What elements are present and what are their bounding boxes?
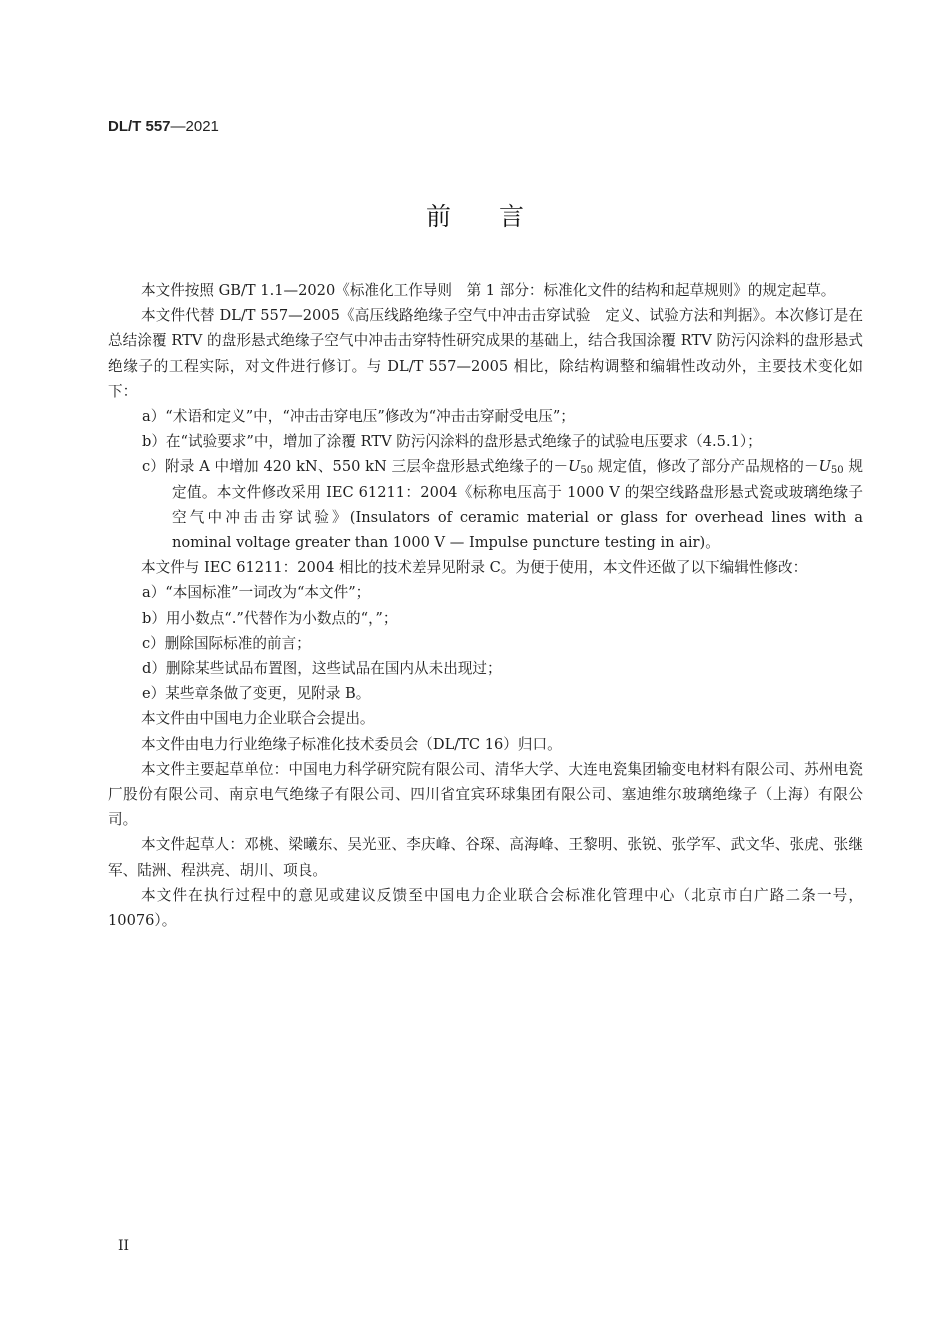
paragraph-drafters: 本文件起草人：邓桃、梁曦东、吴光亚、李庆峰、谷琛、高海峰、王黎明、张锐、张学军、武文华、张虎、张继军、陆洲、程洪亮、胡川、项良。 (108, 836, 863, 879)
paragraph-drafting-units: 本文件主要起草单位：中国电力科学研究院有限公司、清华大学、大连电瓷集团输变电材料有限公司、苏州电瓷厂股份有限公司、南京电气绝缘子有限公司、四川省宜宾环球集团有限公司、塞迪维尔玻璃绝缘子（上海）有限公司。 (108, 760, 863, 829)
paragraph-proposed-by: 本文件由中国电力企业联合会提出。 (141, 710, 375, 728)
page-number: II (118, 1238, 130, 1254)
paragraph-feedback: 本文件在执行过程中的意见或建议反馈至中国电力企业联合会标准化管理中心（北京市白广路二条一号，10076）。 (108, 886, 863, 930)
standard-code-year: —2021 (170, 118, 219, 135)
list-item-change-b: b）在“试验要求”中，增加了涂覆 RTV 防污闪涂料的盘形悬式绝缘子的试验电压要求（4.5.1）； (142, 433, 762, 451)
paragraph-centralized-by: 本文件由电力行业绝缘子标准化技术委员会（DL/TC 16）归口。 (141, 735, 562, 753)
list-item-edit-a: a）“本国标准”一词改为“本文件”； (142, 584, 371, 602)
paragraph-drafting-rules: 本文件按照 GB/T 1.1—2020《标准化工作导则 第 1 部分：标准化文件的结构和起草规则》的规定起草。 (141, 282, 836, 299)
list-item-change-c: c）附录 A 中增加 420 kN、550 kN 三层伞盘形悬式绝缘子的$-U_{50}$ 规定值，修改了部分产品规格的$-U_{50}$ 规定值。本文件修改采用 IEC 61211：2004《标称电压高于 1000 V 的架空线路盘形悬式瓷或玻璃绝缘子 空气中冲击击穿试验》(Insulators of ceramic material or glass for overhead lines with a nominal voltage greater than 1000 V — Impulse puncture testing in air)。 (142, 458, 878, 552)
paragraph-technical-differences: 本文件与 IEC 61211：2004 相比的技术差异见附录 C。为便于使用，本文件还做了以下编辑性修改： (141, 559, 808, 577)
list-item-edit-b: b）用小数点“.”代替作为小数点的“，”； (142, 609, 398, 627)
foreword-body (108, 278, 878, 933)
paragraph-replacement: 本文件代替 DL/T 557—2005《高压线路绝缘子空气中冲击击穿试验 定义、试验方法和判据》。本次修订是在总结涂覆 RTV 的盘形悬式绝缘子空气中冲击击穿特性研究成果的基础上，结合我国涂覆 RTV 防污闪涂料的盘形悬式绝缘子的工程实际，对文件进行修订。与 DL/T 557—2005 相比，除结构调整和编辑性改动外，主要技术变化如下： (108, 307, 863, 400)
standard-code-prefix: DL/T 557 (108, 118, 171, 135)
list-item-edit-c: c）删除国际标准的前言； (142, 634, 311, 652)
list-item-edit-d: d）删除某些试品布置图，这些试品在国内从未出现过； (142, 660, 502, 678)
list-item-change-a: a）“术语和定义”中，“冲击击穿电压”修改为“冲击击穿耐受电压”； (142, 408, 575, 426)
standard-code (108, 118, 219, 135)
list-item-edit-e: e）某些章条做了变更，见附录 B。 (142, 685, 371, 703)
page-title: 前言 (425, 202, 572, 231)
